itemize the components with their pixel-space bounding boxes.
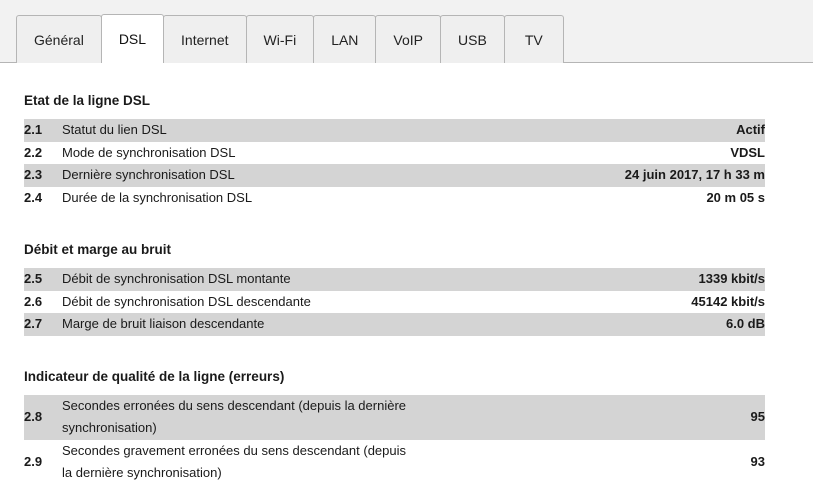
row-label: Secondes erronées du sens descendant (depuis la dernière synchronisation) — [62, 395, 414, 440]
row-value: VDSL — [730, 144, 765, 160]
row-label: Statut du lien DSL — [62, 119, 414, 142]
section-throughput-noise — [24, 242, 789, 336]
row-index: 2.4 — [24, 189, 43, 205]
tab-dsl[interactable] — [101, 14, 164, 63]
tab-usb[interactable] — [440, 15, 505, 63]
table-row — [24, 268, 765, 291]
table-row — [24, 119, 765, 142]
table-row — [24, 313, 765, 336]
tab-lan[interactable] — [313, 15, 376, 63]
row-index: 2.9 — [24, 453, 43, 469]
tab-wifi[interactable] — [246, 15, 315, 63]
tab-label: VoIP — [393, 31, 424, 48]
tab-label: DSL — [118, 31, 147, 47]
row-label: Secondes gravement erronées du sens descendant (depuis la dernière synchronisation) — [62, 442, 406, 480]
quality-table — [24, 395, 765, 485]
row-index: 2.1 — [24, 119, 62, 142]
table-row — [24, 291, 765, 314]
tab-bar — [0, 0, 813, 63]
section-title: Débit et marge au bruit — [24, 242, 172, 257]
tab-tv[interactable] — [504, 15, 564, 63]
status-table — [24, 119, 765, 209]
tab-label: Général — [34, 31, 84, 48]
table-row — [24, 440, 765, 485]
row-index: 2.5 — [24, 268, 62, 291]
table-row — [24, 395, 765, 440]
row-label: Débit de synchronisation DSL montante — [62, 268, 414, 291]
tab-general[interactable] — [16, 15, 102, 63]
row-index: 2.7 — [24, 313, 62, 336]
row-value: 45142 kbit/s — [691, 293, 765, 309]
row-label: Mode de synchronisation DSL — [62, 144, 236, 160]
row-value: Actif — [414, 119, 766, 142]
section-title: Indicateur de qualité de la ligne (erreurs) — [24, 368, 285, 384]
table-row — [24, 187, 765, 210]
tab-internet[interactable] — [163, 15, 246, 63]
row-label: Durée de la synchronisation DSL — [62, 189, 253, 205]
tab-label: LAN — [331, 31, 359, 48]
section-line-status — [24, 93, 789, 209]
row-value: 6.0 dB — [414, 313, 766, 336]
row-index: 2.3 — [24, 164, 62, 187]
row-value: 95 — [414, 395, 766, 440]
table-row — [24, 164, 765, 187]
throughput-table — [24, 268, 765, 336]
section-line-quality — [24, 369, 789, 485]
tab-label: TV — [524, 31, 543, 48]
row-value: 20 m 05 s — [706, 189, 765, 205]
row-index: 2.8 — [24, 395, 62, 440]
section-title: Etat de la ligne DSL — [24, 93, 151, 108]
tab-label: Internet — [181, 31, 229, 48]
row-label: Débit de synchronisation DSL descendante — [62, 293, 311, 309]
row-value: 24 juin 2017, 17 h 33 m — [414, 164, 766, 187]
row-label: Dernière synchronisation DSL — [62, 164, 414, 187]
row-value: 1339 kbit/s — [414, 268, 766, 291]
tab-label: USB — [458, 31, 487, 48]
dsl-content — [0, 63, 813, 489]
row-index: 2.2 — [24, 144, 43, 160]
tab-label: Wi-Fi — [263, 31, 297, 48]
tab-voip[interactable] — [375, 15, 441, 63]
table-row — [24, 142, 765, 165]
row-value: 93 — [750, 453, 765, 469]
row-index: 2.6 — [24, 293, 43, 309]
row-label: Marge de bruit liaison descendante — [62, 313, 414, 336]
